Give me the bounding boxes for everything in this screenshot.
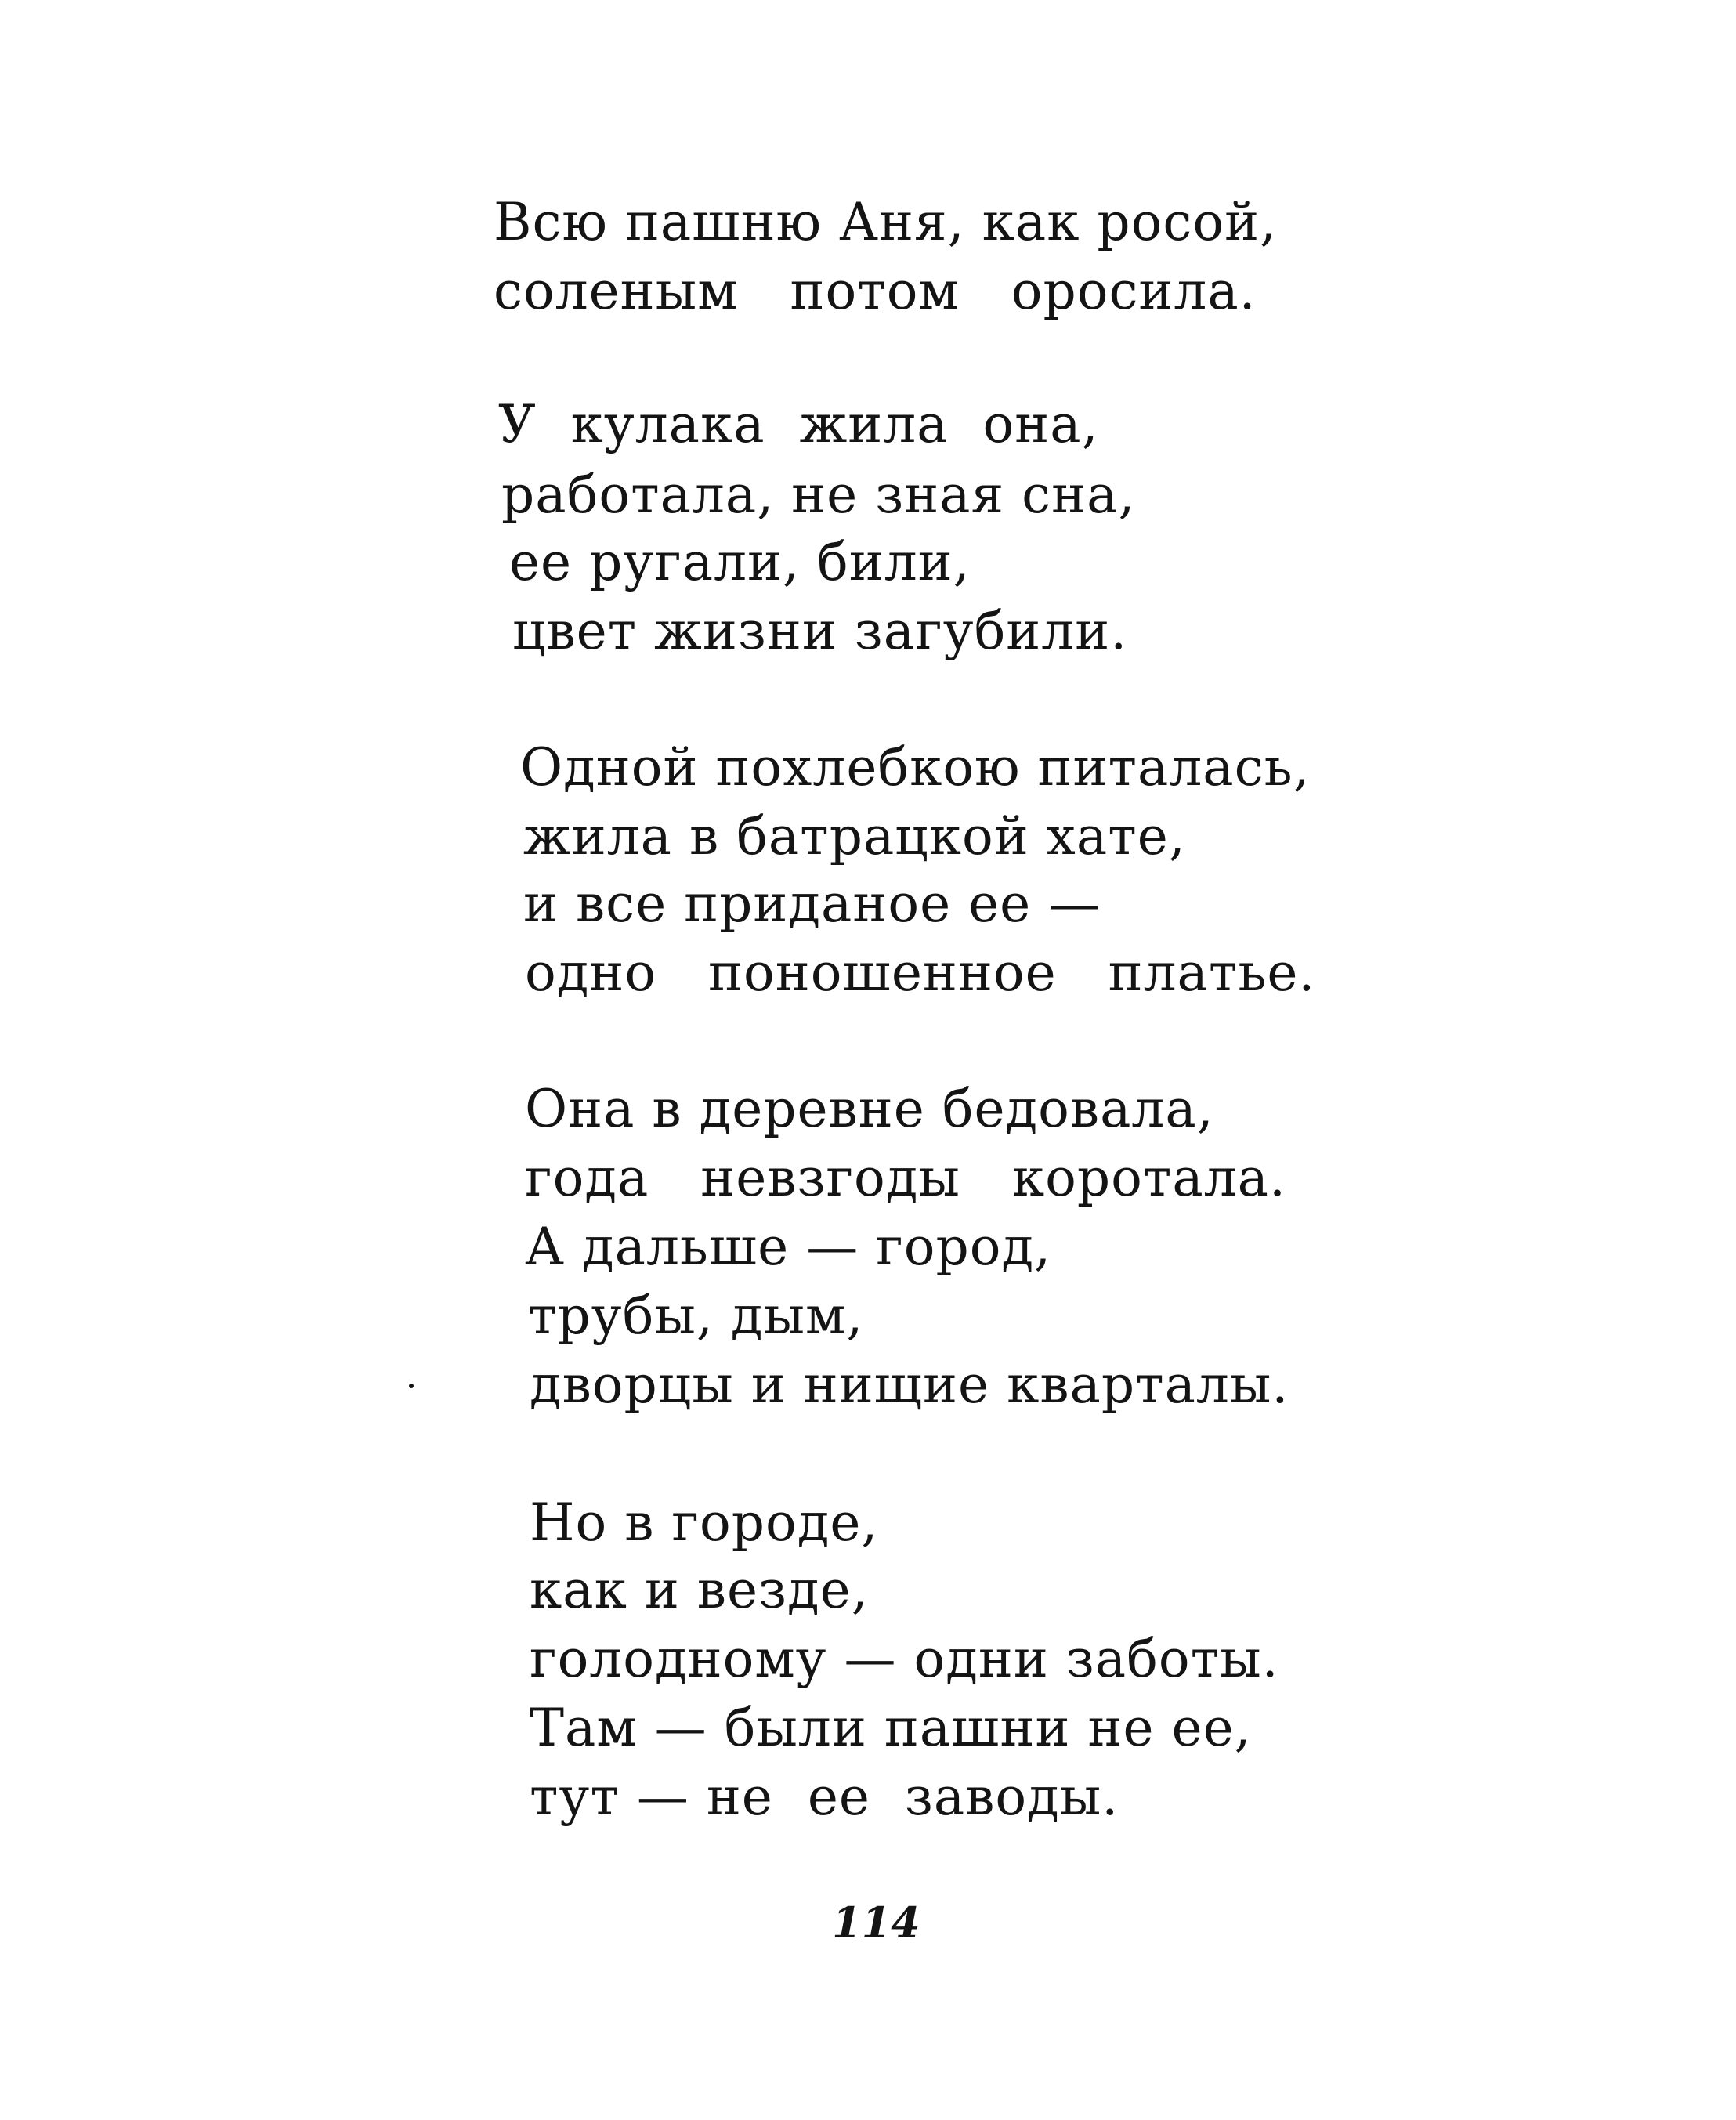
poem-line: как и везде, bbox=[530, 1560, 869, 1620]
poem-line: А дальше — город, bbox=[525, 1217, 1052, 1277]
poem-line: Всю пашню Аня, как росой, bbox=[494, 192, 1278, 252]
poem-line: Она в деревне бедовала, bbox=[525, 1079, 1214, 1139]
poem-line: Одной похлебкою питалась, bbox=[520, 737, 1311, 798]
poem-line: соленым потом оросила. bbox=[494, 261, 1257, 321]
poem-line: ее ругали, били, bbox=[509, 532, 971, 592]
poem-line: Там — были пашни не ее, bbox=[530, 1698, 1252, 1758]
poem-line: года невзгоды коротала. bbox=[525, 1148, 1286, 1208]
poem-line: работала, не зная сна, bbox=[501, 465, 1136, 525]
poem-line: одно поношенное платье. bbox=[525, 942, 1316, 1003]
poem-line: жила в батрацкой хате, bbox=[523, 806, 1186, 866]
scan-speck bbox=[409, 1384, 414, 1388]
poem-line: трубы, дым, bbox=[528, 1286, 864, 1346]
poem-line: дворцы и нищие кварталы. bbox=[530, 1355, 1289, 1415]
page-number: 114 bbox=[832, 1898, 920, 1948]
poem-line: У кулака жила она, bbox=[498, 394, 1099, 454]
poem-line: Но в городе, bbox=[530, 1492, 879, 1553]
poem-line: тут — не ее заводы. bbox=[530, 1767, 1119, 1827]
poem-line: цвет жизни загубили. bbox=[512, 601, 1128, 661]
poem-line: голодному — одни заботы. bbox=[530, 1629, 1279, 1689]
poem-line: и все приданое ее — bbox=[523, 874, 1101, 934]
